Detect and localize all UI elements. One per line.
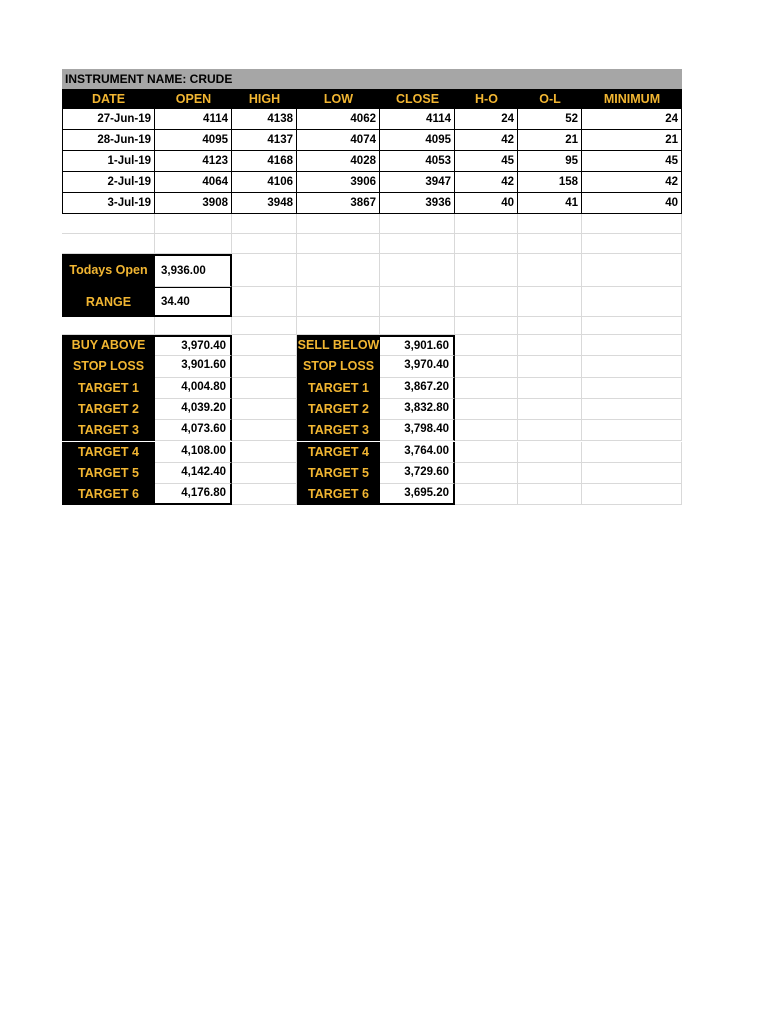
empty-cell[interactable] — [155, 214, 232, 234]
empty-cell[interactable] — [455, 234, 518, 254]
empty-cell[interactable] — [62, 214, 155, 234]
empty-cell[interactable] — [518, 317, 582, 335]
empty-cell[interactable] — [455, 484, 518, 505]
column-header[interactable]: H-O — [455, 89, 518, 109]
empty-cell[interactable] — [518, 335, 582, 356]
table-cell[interactable]: 41 — [518, 193, 582, 214]
empty-cell[interactable] — [582, 463, 682, 484]
instrument-title: INSTRUMENT NAME: CRUDE — [62, 69, 682, 89]
sell-value[interactable]: 3,867.20 — [380, 378, 455, 399]
column-header[interactable]: HIGH — [232, 89, 297, 109]
signal-row — [62, 420, 682, 441]
empty-cell[interactable] — [582, 484, 682, 505]
table-cell[interactable]: 4028 — [297, 151, 380, 172]
table-cell[interactable]: 45 — [455, 151, 518, 172]
empty-cell[interactable] — [297, 254, 380, 287]
buy-label[interactable]: TARGET 3 — [62, 420, 155, 441]
table-cell[interactable]: 24 — [455, 109, 518, 130]
empty-cell[interactable] — [582, 420, 682, 441]
table-cell[interactable]: 4114 — [155, 109, 232, 130]
empty-cell[interactable] — [232, 335, 297, 356]
buy-label[interactable]: BUY ABOVE — [62, 335, 155, 356]
todays-open-row — [62, 254, 682, 287]
buy-value[interactable]: 3,901.60 — [155, 356, 232, 377]
empty-cell[interactable] — [380, 254, 455, 287]
todays-open-value[interactable]: 3,936.00 — [155, 254, 232, 287]
table-cell[interactable]: 42 — [455, 172, 518, 193]
empty-cell[interactable] — [297, 317, 380, 335]
empty-cell[interactable] — [582, 356, 682, 377]
empty-cell[interactable] — [582, 214, 682, 234]
empty-cell[interactable] — [232, 420, 297, 441]
empty-cell[interactable] — [455, 287, 518, 317]
table-cell[interactable]: 4064 — [155, 172, 232, 193]
signal-row — [62, 399, 682, 420]
blank-row — [62, 317, 682, 335]
signal-row — [62, 378, 682, 399]
sell-value[interactable]: 3,798.40 — [380, 420, 455, 441]
empty-cell[interactable] — [232, 254, 297, 287]
empty-cell[interactable] — [455, 254, 518, 287]
empty-cell[interactable] — [518, 399, 582, 420]
signal-row — [62, 356, 682, 377]
table-cell[interactable]: 4168 — [232, 151, 297, 172]
column-header[interactable]: DATE — [62, 89, 155, 109]
table-cell[interactable]: 4106 — [232, 172, 297, 193]
range-label[interactable]: RANGE — [62, 287, 155, 317]
table-cell[interactable]: 3948 — [232, 193, 297, 214]
sell-label[interactable]: STOP LOSS — [297, 356, 380, 377]
empty-cell[interactable] — [582, 234, 682, 254]
table-cell[interactable]: 4137 — [232, 130, 297, 151]
empty-cell[interactable] — [155, 234, 232, 254]
buy-label[interactable]: TARGET 2 — [62, 399, 155, 420]
empty-cell[interactable] — [582, 317, 682, 335]
buy-value[interactable]: 4,039.20 — [155, 399, 232, 420]
empty-cell[interactable] — [232, 317, 297, 335]
empty-cell[interactable] — [232, 399, 297, 420]
table-cell[interactable]: 3867 — [297, 193, 380, 214]
blank-row — [62, 214, 682, 234]
table-cell[interactable]: 1-Jul-19 — [62, 151, 155, 172]
empty-cell[interactable] — [518, 442, 582, 463]
sell-label[interactable]: TARGET 3 — [297, 420, 380, 441]
buy-value[interactable]: 4,176.80 — [155, 484, 232, 505]
todays-open-label[interactable]: Todays Open — [62, 254, 155, 287]
table-cell[interactable]: 4114 — [380, 109, 455, 130]
empty-cell[interactable] — [297, 214, 380, 234]
buy-label[interactable]: TARGET 1 — [62, 378, 155, 399]
sell-value[interactable]: 3,970.40 — [380, 356, 455, 377]
table-cell[interactable]: 4095 — [380, 130, 455, 151]
empty-cell[interactable] — [455, 399, 518, 420]
empty-cell[interactable] — [582, 287, 682, 317]
column-header[interactable]: OPEN — [155, 89, 232, 109]
sell-value[interactable]: 3,695.20 — [380, 484, 455, 505]
empty-cell[interactable] — [455, 378, 518, 399]
empty-cell[interactable] — [455, 317, 518, 335]
empty-cell[interactable] — [232, 463, 297, 484]
column-header[interactable]: LOW — [297, 89, 380, 109]
table-cell[interactable]: 4095 — [155, 130, 232, 151]
header-row — [62, 89, 682, 109]
buy-value[interactable]: 4,108.00 — [155, 442, 232, 463]
buy-label[interactable]: TARGET 4 — [62, 442, 155, 463]
sell-label[interactable]: SELL BELOW — [297, 335, 380, 356]
table-cell[interactable]: 40 — [582, 193, 682, 214]
empty-cell[interactable] — [518, 254, 582, 287]
empty-cell[interactable] — [582, 254, 682, 287]
buy-value[interactable]: 4,073.60 — [155, 420, 232, 441]
table-cell[interactable]: 4062 — [297, 109, 380, 130]
sell-label[interactable]: TARGET 2 — [297, 399, 380, 420]
column-header[interactable]: O-L — [518, 89, 582, 109]
empty-cell[interactable] — [380, 287, 455, 317]
table-row — [62, 151, 682, 172]
table-row — [62, 109, 682, 130]
table-cell[interactable]: 3-Jul-19 — [62, 193, 155, 214]
table-row — [62, 172, 682, 193]
buy-value[interactable]: 4,142.40 — [155, 463, 232, 484]
range-value[interactable]: 34.40 — [155, 287, 232, 317]
signal-row — [62, 335, 682, 356]
empty-cell[interactable] — [232, 214, 297, 234]
table-cell[interactable]: 3906 — [297, 172, 380, 193]
table-cell[interactable]: 52 — [518, 109, 582, 130]
empty-cell[interactable] — [232, 484, 297, 505]
table-cell[interactable]: 3908 — [155, 193, 232, 214]
table-cell[interactable]: 45 — [582, 151, 682, 172]
table-cell[interactable]: 42 — [582, 172, 682, 193]
empty-cell[interactable] — [582, 378, 682, 399]
table-cell[interactable]: 158 — [518, 172, 582, 193]
blank-row — [62, 234, 682, 254]
column-header[interactable]: MINIMUM — [582, 89, 682, 109]
table-cell[interactable]: 40 — [455, 193, 518, 214]
empty-cell[interactable] — [297, 234, 380, 254]
empty-cell[interactable] — [232, 378, 297, 399]
table-row — [62, 130, 682, 151]
empty-cell[interactable] — [455, 442, 518, 463]
table-cell[interactable]: 3947 — [380, 172, 455, 193]
table-cell[interactable]: 3936 — [380, 193, 455, 214]
empty-cell[interactable] — [518, 356, 582, 377]
empty-cell[interactable] — [518, 234, 582, 254]
empty-cell[interactable] — [518, 214, 582, 234]
buy-label[interactable]: TARGET 6 — [62, 484, 155, 505]
table-cell[interactable]: 27-Jun-19 — [62, 109, 155, 130]
table-cell[interactable]: 4074 — [297, 130, 380, 151]
empty-cell[interactable] — [518, 463, 582, 484]
table-cell[interactable]: 24 — [582, 109, 682, 130]
empty-cell[interactable] — [582, 399, 682, 420]
empty-cell[interactable] — [455, 356, 518, 377]
buy-label[interactable]: STOP LOSS — [62, 356, 155, 377]
empty-cell[interactable] — [232, 234, 297, 254]
signal-row — [62, 463, 682, 484]
empty-cell[interactable] — [232, 287, 297, 317]
table-cell[interactable]: 42 — [455, 130, 518, 151]
empty-cell[interactable] — [380, 234, 455, 254]
sell-label[interactable]: TARGET 5 — [297, 463, 380, 484]
sell-value[interactable]: 3,764.00 — [380, 442, 455, 463]
empty-cell[interactable] — [62, 234, 155, 254]
empty-cell[interactable] — [455, 420, 518, 441]
empty-cell[interactable] — [297, 287, 380, 317]
empty-cell[interactable] — [518, 420, 582, 441]
empty-cell[interactable] — [518, 484, 582, 505]
table-cell[interactable]: 95 — [518, 151, 582, 172]
empty-cell[interactable] — [582, 335, 682, 356]
table-cell[interactable]: 4138 — [232, 109, 297, 130]
empty-cell[interactable] — [455, 463, 518, 484]
sell-value[interactable]: 3,729.60 — [380, 463, 455, 484]
empty-cell[interactable] — [62, 317, 155, 335]
table-cell[interactable]: 4123 — [155, 151, 232, 172]
sell-label[interactable]: TARGET 1 — [297, 378, 380, 399]
signal-row — [62, 484, 682, 505]
buy-value[interactable]: 4,004.80 — [155, 378, 232, 399]
sell-value[interactable]: 3,832.80 — [380, 399, 455, 420]
table-cell[interactable]: 2-Jul-19 — [62, 172, 155, 193]
signal-row — [62, 442, 682, 463]
empty-cell[interactable] — [518, 378, 582, 399]
sell-label[interactable]: TARGET 4 — [297, 442, 380, 463]
range-row — [62, 287, 682, 317]
empty-cell[interactable] — [582, 442, 682, 463]
column-header[interactable]: CLOSE — [380, 89, 455, 109]
table-cell[interactable]: 4053 — [380, 151, 455, 172]
sell-label[interactable]: TARGET 6 — [297, 484, 380, 505]
empty-cell[interactable] — [455, 335, 518, 356]
empty-cell[interactable] — [455, 214, 518, 234]
table-row — [62, 193, 682, 214]
empty-cell[interactable] — [155, 317, 232, 335]
table-cell[interactable]: 21 — [518, 130, 582, 151]
table-cell[interactable]: 28-Jun-19 — [62, 130, 155, 151]
buy-label[interactable]: TARGET 5 — [62, 463, 155, 484]
buy-value[interactable]: 3,970.40 — [155, 335, 232, 356]
empty-cell[interactable] — [380, 214, 455, 234]
empty-cell[interactable] — [232, 442, 297, 463]
sell-value[interactable]: 3,901.60 — [380, 335, 455, 356]
empty-cell[interactable] — [380, 317, 455, 335]
empty-cell[interactable] — [518, 287, 582, 317]
table-cell[interactable]: 21 — [582, 130, 682, 151]
empty-cell[interactable] — [232, 356, 297, 377]
